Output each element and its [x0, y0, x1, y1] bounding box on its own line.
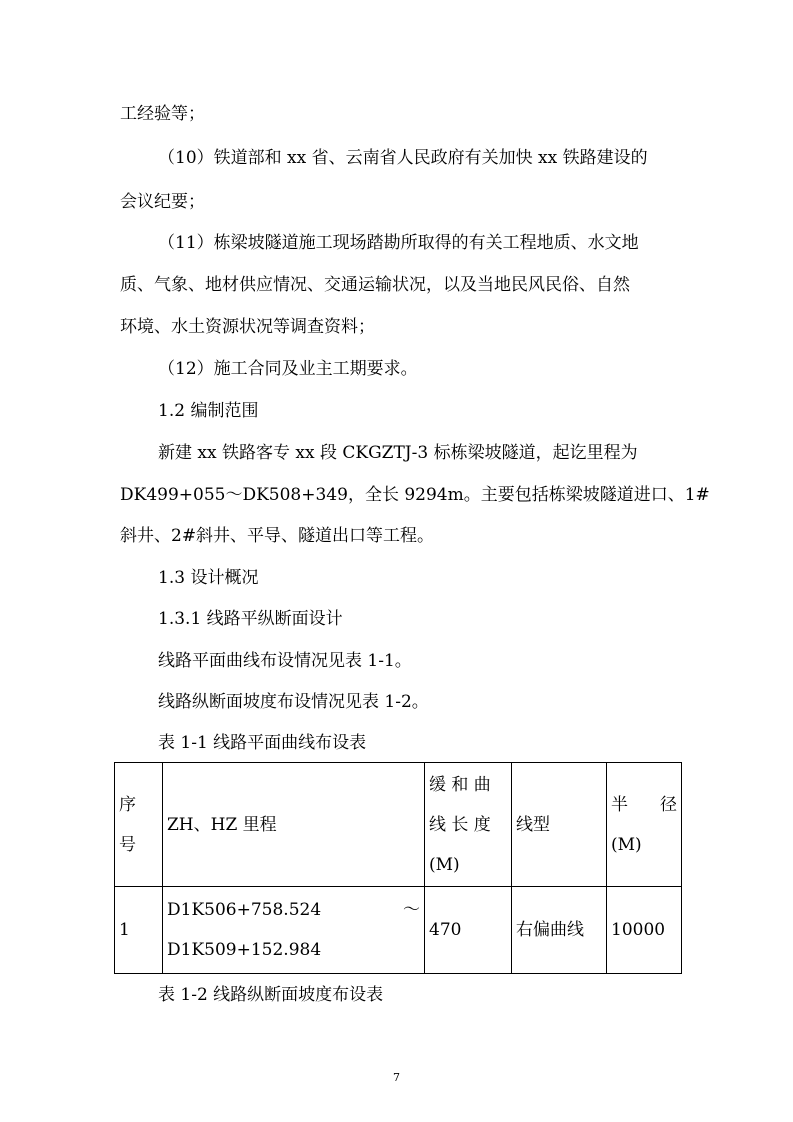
paragraph-line: 线路平面曲线布设情况见表 1-1。 [158, 651, 412, 671]
paragraph-line: 环境、水土资源状况等调查资料； [120, 317, 375, 337]
paragraph-line: 工经验等； [120, 104, 205, 124]
header-line-type: 线型 [512, 763, 607, 887]
table-caption: 表 1-2 线路纵断面坡度布设表 [158, 985, 384, 1005]
curve-table [114, 762, 682, 974]
header-transition-length: 缓 和 曲 线 长 度 (M) [425, 763, 512, 887]
cell-line-type: 右偏曲线 [512, 887, 607, 974]
section-heading: 1.3 设计概况 [158, 568, 259, 588]
table-caption: 表 1-1 线路平面曲线布设表 [158, 733, 367, 753]
header-radius: 半 径 (M) [607, 763, 682, 887]
header-mileage: ZH、HZ 里程 [163, 763, 425, 887]
paragraph-line: 斜井、2#斜井、平导、隧道出口等工程。 [120, 526, 435, 546]
paragraph-line: DK499+055～DK508+349，全长 9294m。主要包括栋梁坡隧道进口、1# [120, 485, 710, 505]
page-number: 7 [393, 1071, 400, 1084]
table-header-row [115, 763, 682, 887]
paragraph-line: 新建 xx 铁路客专 xx 段 CKGZTJ-3 标栋梁坡隧道，起讫里程为 [158, 443, 638, 463]
paragraph-line: 质、气象、地材供应情况、交通运输状况，以及当地民风民俗、自然 [120, 275, 630, 295]
paragraph-line: （10）铁道部和 xx 省、云南省人民政府有关加快 xx 铁路建设的 [158, 148, 648, 168]
cell-seq: 1 [115, 887, 163, 974]
paragraph-line: 线路纵断面坡度布设情况见表 1-2。 [158, 692, 429, 712]
section-heading: 1.2 编制范围 [158, 401, 259, 421]
cell-radius: 10000 [607, 887, 682, 974]
cell-mileage: D1K506+758.524 ～ D1K509+152.984 [163, 887, 425, 974]
cell-transition-length: 470 [425, 887, 512, 974]
subsection-heading: 1.3.1 线路平纵断面设计 [158, 609, 343, 629]
paragraph-line: （12）施工合同及业主工期要求。 [158, 359, 418, 379]
header-seq: 序 号 [115, 763, 163, 887]
table-row [115, 887, 682, 974]
paragraph-line: 会议纪要； [120, 192, 205, 212]
paragraph-line: （11）栋梁坡隧道施工现场踏勘所取得的有关工程地质、水文地 [158, 233, 639, 253]
